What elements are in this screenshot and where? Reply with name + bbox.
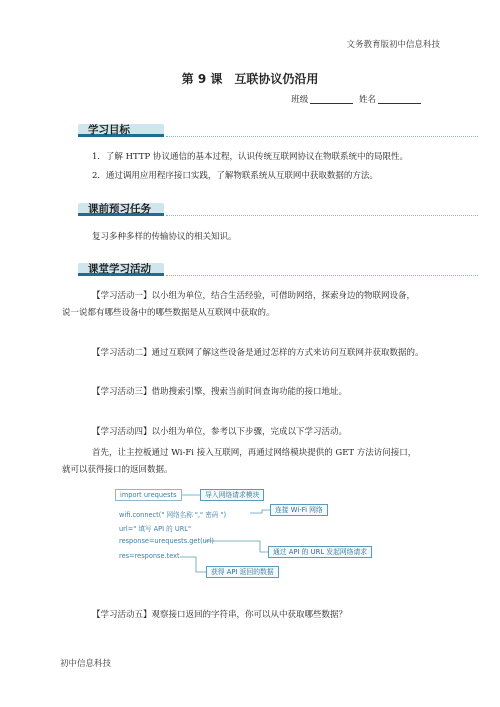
activity-3: 【学习活动三】借助搜索引擎，搜索当前时间查询功能的接口地址。	[92, 387, 348, 397]
goals-heading: 学习目标	[88, 124, 130, 136]
lesson-title: 第 9 课 互联协议仍沿用	[181, 72, 319, 86]
connector-line	[180, 557, 206, 572]
goal-item-2: 2．通过调用应用程序接口实践，了解物联系统从互联网中获取数据的方法。	[92, 171, 378, 181]
note-send-request: 通过 API 的 URL 发起网络请求	[268, 546, 372, 558]
publisher-header: 文务教育版初中信息科技	[346, 40, 440, 50]
activity-1-line-1: 【学习活动一】以小组为单位，结合生活经验，可借助网络，探索身边的物联网设备，	[92, 291, 416, 301]
activity-4: 【学习活动四】以小组为单位，参考以下步骤，完成以下学习活动。	[92, 427, 348, 437]
code-line-res: res=response.text	[119, 552, 180, 560]
footer-text: 初中信息科技	[60, 659, 112, 669]
code-line-import: import urequests	[115, 489, 182, 501]
code-line-response: response=urequests.get(url)	[119, 537, 214, 545]
note-get-data: 获得 API 返回的数据	[206, 566, 279, 578]
activities-heading: 课堂学习活动	[88, 263, 151, 275]
class-label: 班级	[291, 95, 309, 105]
code-line-url: url=" 填写 API 的 URL"	[119, 525, 191, 533]
step-line-1: 首先，让主控板通过 Wi-Fi 接入互联网，再通过网络模块提供的 GET 方法访问接口，	[92, 448, 417, 458]
name-label: 姓名	[358, 95, 376, 105]
note-connect-wifi: 连接 Wi-Fi 网络	[270, 504, 328, 516]
code-line-wifi: wifi.connect(" 网络名称 "," 密码 ")	[119, 511, 227, 519]
connector-line	[250, 510, 270, 513]
activity-5: 【学习活动五】观察接口返回的字符串，你可以从中获取哪些数据？	[92, 610, 348, 620]
preview-text: 复习多种多样的传输协议的相关知识。	[92, 232, 237, 242]
activity-2: 【学习活动二】通过互联网了解这些设备是通过怎样的方式来访问互联网并获取数据的。	[92, 348, 424, 358]
goal-item-1: 1．了解 HTTP 协议通信的基本过程，认识传统互联网协议在物联系统中的局限性。	[92, 152, 408, 162]
connector-line	[205, 541, 268, 552]
step-line-2: 就可以获得接口的返回数据。	[62, 465, 173, 475]
note-import-module: 导入网络请求模块	[200, 489, 264, 501]
preview-heading: 课前预习任务	[88, 203, 151, 215]
activity-1-line-2: 说一说都有哪些设备中的哪些数据是从互联网中获取的。	[62, 308, 275, 318]
